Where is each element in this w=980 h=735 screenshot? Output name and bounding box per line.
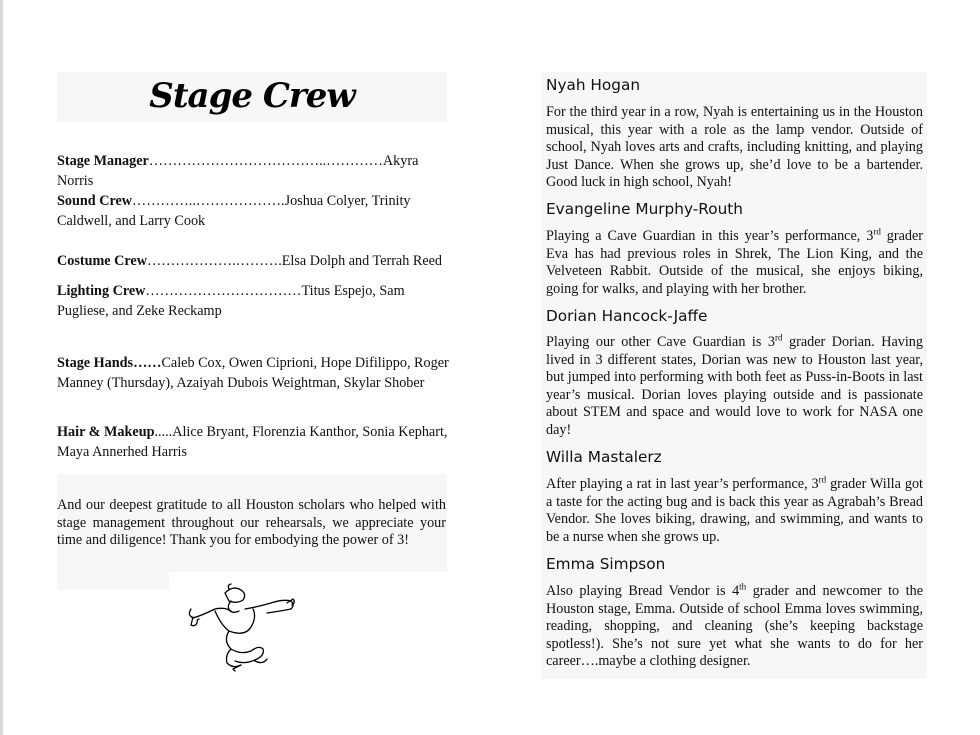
thanks-panel-tail <box>57 572 169 590</box>
ordinal-suffix: rd <box>818 474 827 485</box>
crew-role: Stage Manager <box>57 153 149 169</box>
bio-text-start: Playing our other Cave Guardian is 3 <box>546 334 775 350</box>
crew-entry-hair-makeup <box>57 422 449 462</box>
crew-members: Joshua Colyer, Trinity Caldwell, and Larry Cook <box>57 193 411 229</box>
crew-members: Elsa Dolph and Terrah Reed <box>281 253 443 269</box>
crew-members: Akyra Norris <box>57 153 419 189</box>
title-banner <box>57 72 447 122</box>
crew-entry-costume <box>57 251 449 271</box>
bio-name-dorian: Dorian Hancock-Jaffe <box>546 307 708 325</box>
crew-entry-stage-manager <box>57 151 449 191</box>
leader-dots: ………………………………..………… <box>148 153 383 169</box>
crew-role: Stage Hands…… <box>57 355 162 371</box>
bio-name-willa: Willa Mastalerz <box>546 448 662 466</box>
page-title: Stage Crew <box>149 76 355 116</box>
bio-name-emma: Emma Simpson <box>546 555 666 573</box>
bio-text-end: grader Eva has had previous roles in Shrek, The Lion King, and the Velveteen Rabbit. Outside of the musical, she enjoys biking, going for walks, and playing with her brother. <box>546 228 924 297</box>
leader-dots: …………..………………. <box>132 193 285 209</box>
crew-role: Sound Crew <box>57 193 133 209</box>
bio-text-willa <box>546 476 923 546</box>
crew-entry-stage-hands <box>57 353 449 393</box>
bio-text-start: Also playing Bread Vendor is 4 <box>546 583 740 599</box>
crew-role: Costume Crew <box>57 253 147 269</box>
crew-role: Lighting Crew <box>57 283 146 299</box>
leader-dots: ……………….………. <box>146 253 282 269</box>
bio-text-start: After playing a rat in last year’s performance, 3 <box>546 476 819 492</box>
ordinal-suffix: th <box>739 581 747 592</box>
crew-entry-sound <box>57 191 449 231</box>
ordinal-suffix: rd <box>775 332 783 343</box>
bio-text-nyah-hogan <box>546 104 923 192</box>
bio-text-end: grader Willa got a taste for the acting bug and is back this year as Agrabah’s Bread Vendor. She loves biking, drawing, and swimming, and wants to be a nurse when she grows up. <box>546 476 923 545</box>
bio-text-end: grader Dorian. Having lived in 3 different states, Dorian was new to Houston last year, but jumped into performing with both feet as Puss-in-Boots in last year’s musical. Dorian loves playing outside and is passionate about STEM and space and would love to work for NASA one day! <box>546 334 923 438</box>
bio-name-nyah-hogan: Nyah Hogan <box>546 76 641 94</box>
bio-name-evangeline: Evangeline Murphy-Routh <box>546 200 743 218</box>
bio-text-evangeline <box>546 228 923 298</box>
crew-members: Titus Espejo, Sam Pugliese, and Zeke Reckamp <box>57 283 405 319</box>
leader-dots: …………………………… <box>145 283 302 299</box>
bio-text-dorian <box>546 334 923 439</box>
thanks-note: And our deepest gratitude to all Houston scholars who helped with stage management throughout our rehearsals, we appreciate your time and diligence! Thank you for embodying the power of 3! <box>57 497 446 549</box>
crew-entry-lighting <box>57 281 449 321</box>
crew-members: Caleb Cox, Owen Ciprioni, Hope Difilippo, Roger Manney (Thursday), Azaiyah Dubois Weightman, Skylar Shober <box>57 355 449 391</box>
bio-text-emma <box>546 583 923 671</box>
genie-illustration <box>185 583 297 673</box>
crew-members: Alice Bryant, Florenzia Kanthor, Sonia Kephart, Maya Annerhed Harris <box>57 424 448 460</box>
crew-role: Hair & Makeup <box>57 424 155 440</box>
bio-text: For the third year in a row, Nyah is entertaining us in the Houston musical, this year with a role as the lamp vendor. Outside of school, Nyah loves arts and crafts, including knitting, and playing Just Dance. When she grows up, she’d love to be a bartender. Good luck in high school, Nyah! <box>546 104 923 190</box>
bio-text-end: grader and newcomer to the Houston stage, Emma. Outside of school Emma loves swimming, reading, shopping, and cleaning (she’s keeping backstage spotless!). She’s not sure yet what she wants to do for her career….maybe a clothing designer. <box>546 583 924 669</box>
bio-text-start: Playing a Cave Guardian in this year’s performance, 3 <box>546 228 874 244</box>
ordinal-suffix: rd <box>873 226 881 237</box>
leader-dots: ..... <box>154 424 173 440</box>
page-edge <box>0 0 3 735</box>
